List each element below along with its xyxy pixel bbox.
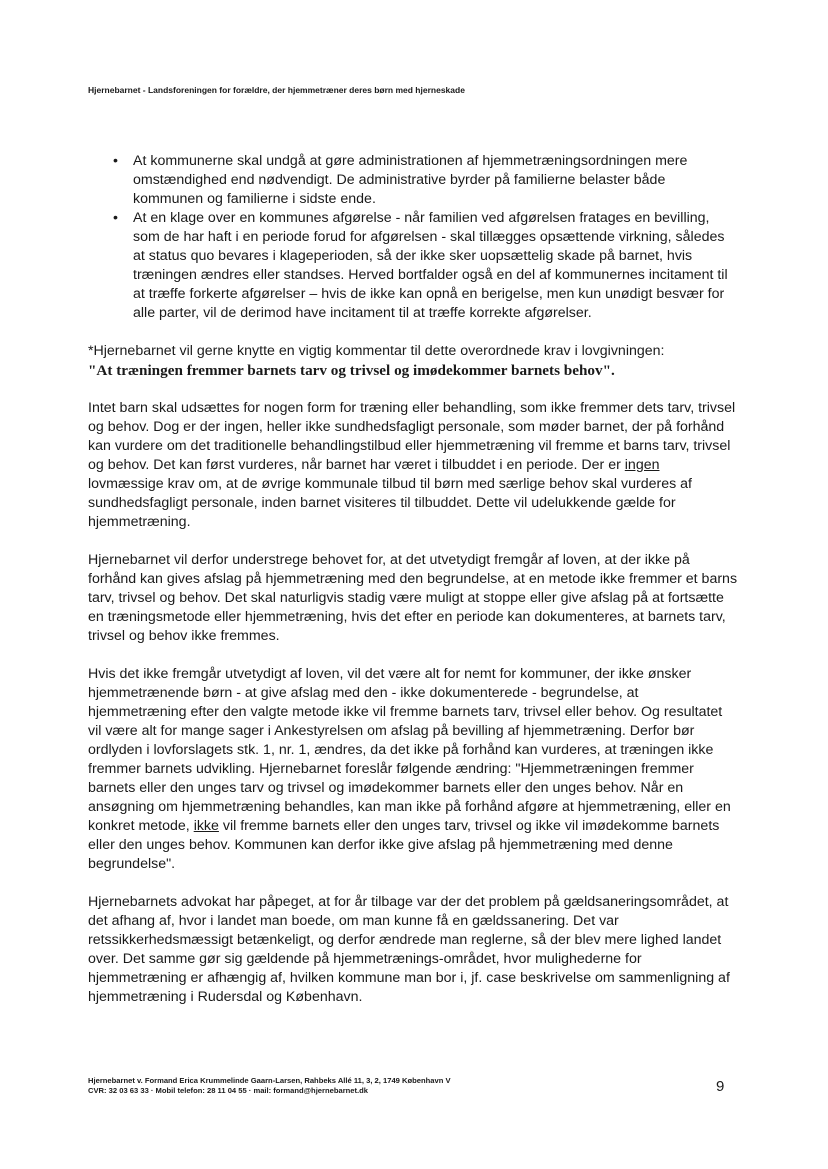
paragraph-3 (88, 665, 738, 874)
quoted-requirement-heading: "At træningen fremmer barnets tarv og trivsel og imødekommer barnets behov". (88, 362, 615, 379)
intro-comment: *Hjernebarnet vil gerne knytte en vigtig kommentar til dette overordnede krav i lovgivningen: (88, 343, 665, 359)
paragraph-text: Intet barn skal udsættes for nogen form for træning eller behandling, som ikke fremmer dets tarv, trivsel og behov. Dog er der ingen, heller ikke sundhedsfagligt personale, som møder barnet, der på forhånd kan vurdere om det traditionelle behandlingstilbud eller hjemmetræning vil fremme et barns tarv, trivsel og behov. Det kan først vurderes, når barnet har været i tilbuddet i en periode. Der er (88, 400, 736, 473)
page-number: 9 (716, 1078, 725, 1095)
main-content (88, 152, 738, 1007)
bullet-icon: • (113, 153, 118, 169)
bullet-list (88, 152, 738, 323)
footer-address: Hjernebarnet v. Formand Erica Krummelinde Gaarn-Larsen, Rahbeks Allé 11, 3, 2, 1749 København V (88, 1076, 451, 1085)
underlined-word: ingen (624, 457, 660, 473)
underlined-word: ikke (193, 818, 219, 834)
paragraph-text: vil fremme barnets eller den unges tarv, trivsel og ikke vil imødekomme barnets eller den unges behov. Kommunen kan derfor ikke give afslag på hjemmetræning med denne begrundelse". (88, 818, 720, 872)
bullet-text: At kommunerne skal undgå at gøre administrationen af hjemmetræningsordningen mere omstændighed end nødvendigt. De administrative byrder på familierne belaster både kommunen og familierne i sidste ende. (133, 153, 688, 207)
running-header: Hjernebarnet - Landsforeningen for forældre, der hjemmetræner deres børn med hjerneskade (88, 85, 465, 95)
paragraph-4: Hjernebarnets advokat har påpeget, at for år tilbage var der det problem på gældsaneringsområdet, at det afhang af, hvor i landet man boede, om man kunne få en gældssanering. Det var retssikkerhedsmæssigt betænkeligt, og derfor ændrede man reglerne, så der blev mere lighed landet over. Det samme gør sig gældende på hjemmetrænings-området, hvor mulighederne for hjemmetræning er afhængig af, hvilken kommune man bor i, jf. case beskrivelse om sammenligning af hjemmetræning i Rudersdal og København. (88, 894, 730, 1005)
paragraph-1 (88, 399, 738, 532)
list-item (88, 152, 738, 209)
paragraph-text: lovmæssige krav om, at de øvrige kommunale tilbud til børn med særlige behov skal vurderes af sundhedsfagligt personale, inden barnet visiteres til tilbuddet. Dette vil udelukkende gælde for hjemmetræning. (88, 476, 693, 530)
bullet-text: At en klage over en kommunes afgørelse - når familien ved afgørelsen fratages en bevilling, som de har haft i en periode forud for afgørelsen - skal tillægges opsættende virkning, således at status quo bevares i klageperioden, så der ikke sker uopsættelig skade på barnet, hvis træningen ændres eller standses. Herved bortfalder også en del af kommunernes incitament til at træffe forkerte afgørelser – hvis de ikke kan opnå en berigelse, men kun unødigt besvær for alle parter, vil de derimod have incitament til at træffe korrekte afgørelser. (133, 210, 728, 321)
bullet-icon: • (113, 210, 118, 226)
footer-contact: CVR: 32 03 63 33 · Mobil telefon: 28 11 04 55 · mail: formand@hjernebarnet.dk (88, 1086, 369, 1095)
paragraph-2: Hjernebarnet vil derfor understrege behovet for, at det utvetydigt fremgår af loven, at der ikke på forhånd kan gives afslag på hjemmetræning med den begrundelse, at en metode ikke fremmer et barns tarv, trivsel og behov. Det skal naturligvis stadig være muligt at stoppe eller give afslag på at fortsætte en træningsmetode eller hjemmetræning, hvis det efter en periode kan dokumenteres, at barnets tarv, trivsel og behov ikke fremmes. (88, 552, 738, 644)
paragraph-text: Hvis det ikke fremgår utvetydigt af loven, vil det være alt for nemt for kommuner, der ikke ønsker hjemmetrænende børn - at give afslag med den - ikke dokumenterede - begrundelse, at hjemmetræning efter den valgte metode ikke vil fremme barnets tarv, trivsel eller behov. Og resultatet vil være alt for mange sager i Ankestyrelsen om afslag på bevilling af hjemmetræning. Derfor bør ordlyden i lovforslagets stk. 1, nr. 1, ændres, da det ikke på forhånd kan vurderes, at træningen ikke fremmer barnets udvikling. Hjernebarnet foreslår følgende ændring: "Hjemmetræningen fremmer barnets eller den unges tarv og trivsel og imødekommer barnets eller den unges behov. Når en ansøgning om hjemmetræning behandles, kan man ikke på forhånd afgøre at hjemmetræning, eller en konkret metode, (88, 666, 731, 834)
page-footer (88, 1076, 451, 1096)
list-item (88, 209, 738, 323)
